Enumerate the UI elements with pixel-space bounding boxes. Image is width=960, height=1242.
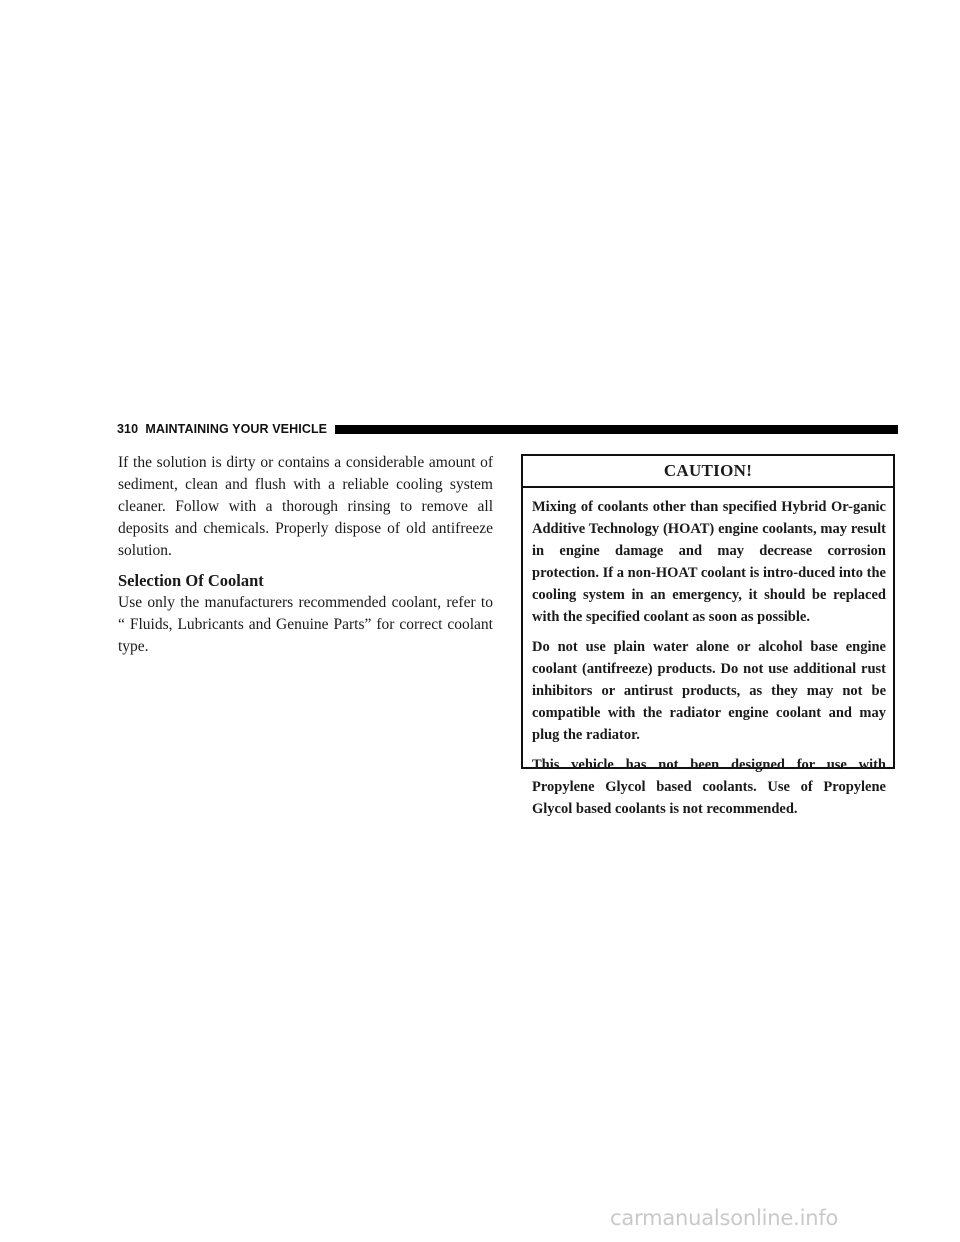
page-number: 310	[117, 422, 139, 436]
coolant-paragraph: Use only the manufacturers recommended coolant, refer to “ Fluids, Lubricants and Genuine Parts” for correct coolant type.	[118, 594, 493, 655]
header-rule	[335, 425, 898, 434]
page-header	[117, 421, 898, 437]
caution-title: CAUTION!	[523, 456, 893, 488]
section-title: MAINTAINING YOUR VEHICLE	[145, 422, 328, 436]
intro-paragraph: If the solution is dirty or contains a considerable amount of sediment, clean and flush with a reliable cooling system cleaner. Follow with a thorough rinsing to remove all deposits and chemicals. Properly dispose of old antifreeze solution.	[118, 454, 493, 559]
caution-paragraph: This vehicle has not been designed for use with Propylene Glycol based coolants. Use of Propylene Glycol based coolants is not recommended.	[532, 757, 886, 817]
caution-paragraph: Mixing of coolants other than specified Hybrid Or-ganic Additive Technology (HOAT) engine coolants, may result in engine damage and may decrease corrosion protection. If a non-HOAT coolant is intro-duced into the cooling system in an emergency, it should be replaced with the specified coolant as soon as possible.	[532, 499, 886, 625]
caution-paragraph: Do not use plain water alone or alcohol base engine coolant (antifreeze) products. Do not use additional rust inhibitors or antirust products, as they may not be compatible with the radiator engine coolant and may plug the radiator.	[532, 639, 886, 743]
caution-box	[521, 454, 895, 817]
left-column	[118, 452, 493, 658]
watermark: carmanualsonline.info	[610, 1206, 839, 1230]
caution-body	[523, 488, 893, 820]
section-subheading: Selection Of Coolant	[118, 571, 264, 590]
page-number-and-section	[117, 422, 327, 436]
